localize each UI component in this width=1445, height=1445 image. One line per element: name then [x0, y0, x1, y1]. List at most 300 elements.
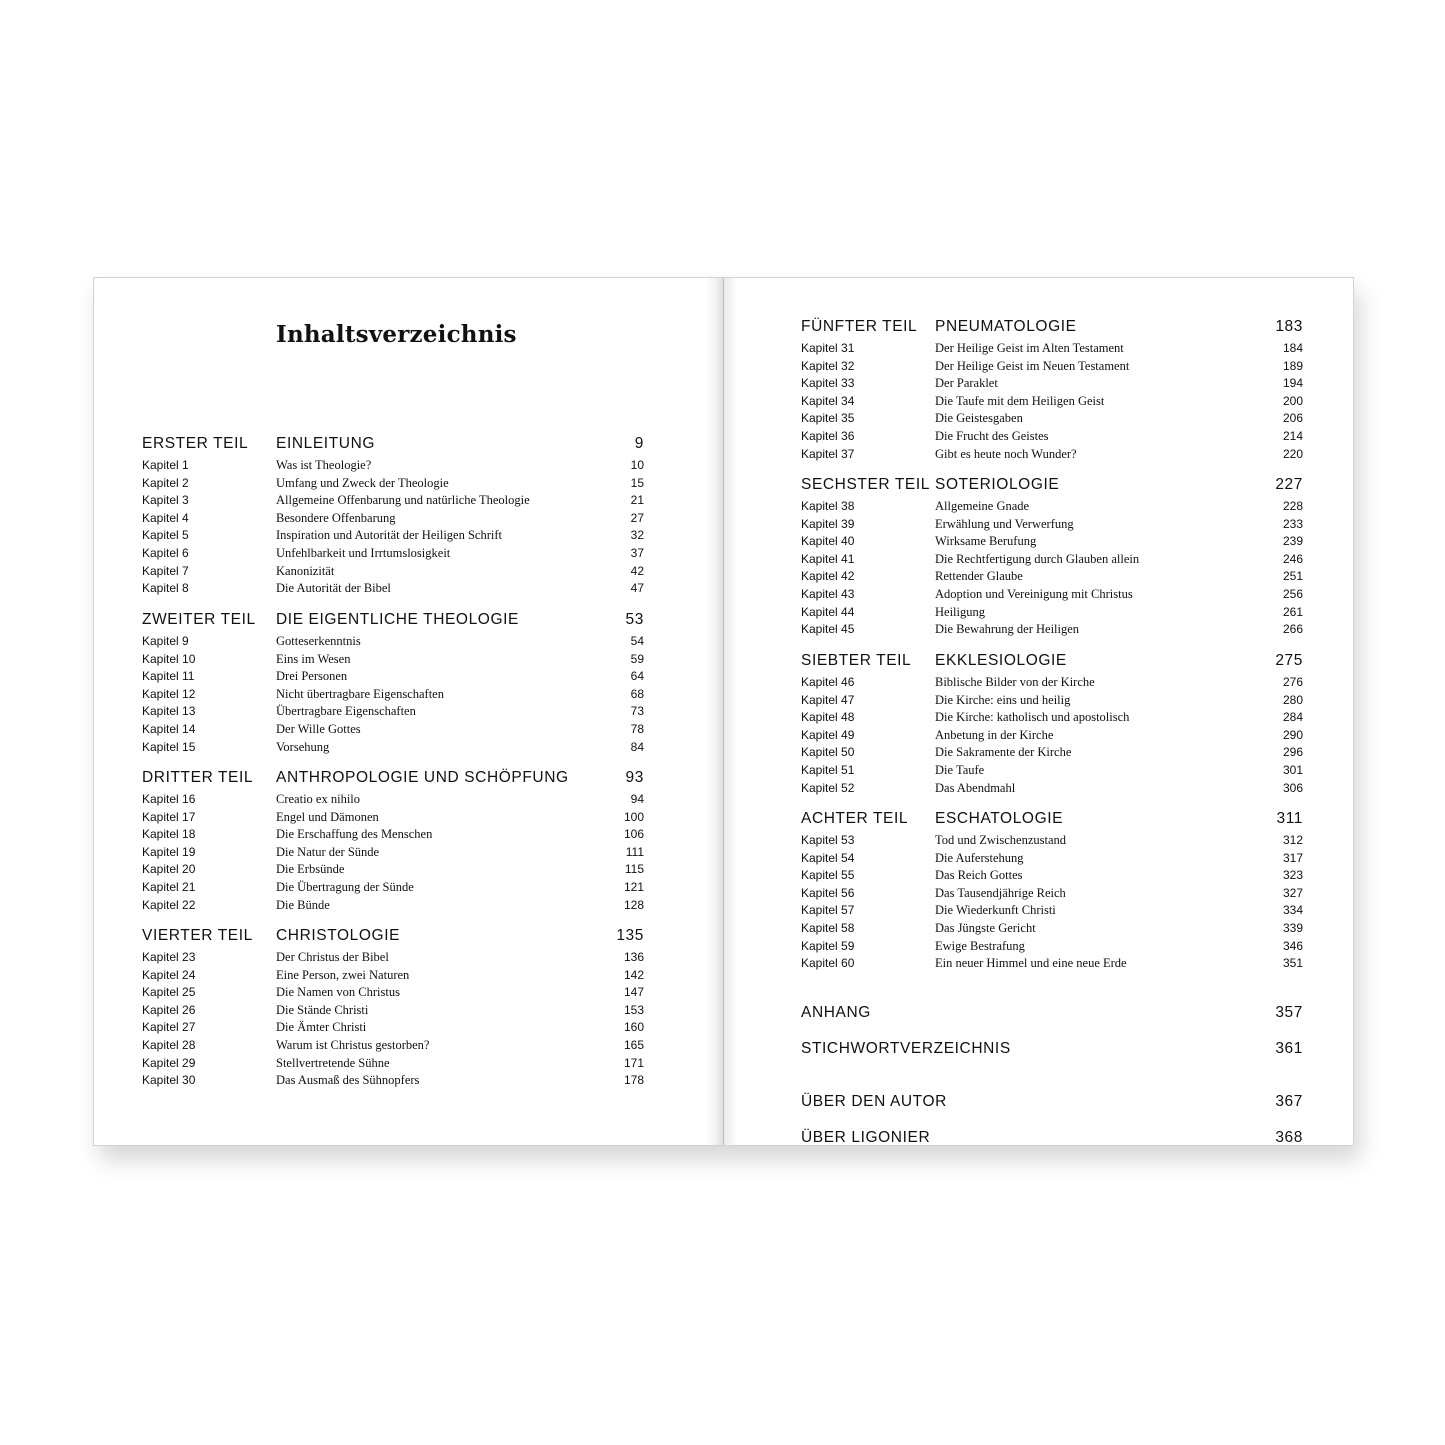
chapter-label: Kapitel 46: [801, 675, 855, 689]
chapter-row: [142, 984, 644, 1002]
chapter-label: Kapitel 21: [142, 879, 196, 894]
chapter-label: Kapitel 56: [801, 885, 855, 900]
chapter-title: Ein neuer Himmel und eine neue Erde: [935, 956, 1127, 971]
chapter-label: Kapitel 5: [142, 528, 189, 543]
chapter-list: [801, 674, 1303, 797]
chapter-row: [801, 498, 1303, 516]
chapter-label: Kapitel 23: [142, 950, 196, 964]
toc-part: [801, 652, 1303, 797]
chapter-title: Die Bünde: [276, 897, 330, 912]
part-heading: [142, 435, 644, 457]
chapter-row: [801, 604, 1303, 622]
chapter-label: Kapitel 60: [801, 956, 855, 971]
chapter-label: Kapitel 41: [801, 551, 855, 566]
chapter-row: [142, 633, 644, 651]
chapter-page-number: 32: [630, 528, 644, 543]
chapter-row: [801, 516, 1303, 534]
chapter-row: [801, 410, 1303, 428]
chapter-label: Kapitel 49: [801, 727, 855, 742]
chapter-title: Die Bewahrung der Heiligen: [935, 622, 1080, 637]
chapter-title: Wirksame Berufung: [935, 534, 1037, 549]
toc-title: Inhaltsverzeichnis: [276, 321, 517, 348]
chapter-label: Kapitel 59: [801, 938, 855, 953]
chapter-label: Kapitel 52: [801, 780, 855, 795]
chapter-page-number: 136: [623, 950, 644, 964]
chapter-row: [801, 533, 1303, 551]
chapter-title: Rettender Glaube: [935, 569, 1023, 584]
part-label: SIEBTER TEIL: [801, 652, 912, 669]
chapter-title: Das Reich Gottes: [935, 868, 1023, 883]
chapter-label: Kapitel 31: [801, 341, 855, 355]
chapter-title: Die Rechtfertigung durch Glauben allein: [935, 551, 1140, 566]
part-heading: [801, 476, 1303, 498]
chapter-title: Die Geistesgaben: [935, 411, 1023, 426]
part-label: SECHSTER TEIL: [801, 476, 930, 493]
part-page-number: 275: [1275, 652, 1303, 669]
chapter-title: Der Heilige Geist im Alten Testament: [935, 341, 1124, 355]
chapter-label: Kapitel 30: [142, 1073, 196, 1088]
chapter-row: [142, 651, 644, 669]
chapter-page-number: 27: [630, 510, 644, 525]
chapter-label: Kapitel 33: [801, 376, 855, 391]
chapter-row: [142, 1072, 644, 1090]
chapter-label: Kapitel 12: [142, 686, 196, 701]
chapter-page-number: 239: [1282, 534, 1303, 549]
chapter-title: Was ist Theologie?: [276, 458, 372, 472]
chapter-label: Kapitel 53: [801, 833, 855, 847]
chapter-row: [142, 879, 644, 897]
part-title: EINLEITUNG: [276, 435, 376, 452]
chapter-title: Die Namen von Christus: [276, 985, 400, 1000]
chapter-row: [142, 545, 644, 563]
chapter-page-number: 296: [1282, 745, 1303, 760]
chapter-row: [801, 955, 1303, 973]
toc-part: [142, 611, 644, 756]
spine-shadow-left: [706, 278, 723, 1145]
part-heading: [801, 318, 1303, 340]
chapter-label: Kapitel 35: [801, 411, 855, 426]
chapter-page-number: 68: [630, 686, 644, 701]
chapter-page-number: 184: [1282, 341, 1303, 355]
appendix-page-number: 357: [1275, 1004, 1303, 1021]
part-label: VIERTER TEIL: [142, 927, 253, 944]
chapter-label: Kapitel 4: [142, 510, 189, 525]
toc-part: [801, 476, 1303, 639]
chapter-title: Kanonizität: [276, 563, 335, 578]
chapter-title: Die Auferstehung: [935, 850, 1024, 865]
chapter-title: Engel und Dämonen: [276, 809, 379, 824]
chapter-list: [142, 791, 644, 914]
part-title: ANTHROPOLOGIE UND SCHÖPFUNG: [276, 769, 569, 786]
chapter-page-number: 228: [1282, 499, 1303, 513]
chapter-page-number: 206: [1282, 411, 1303, 426]
chapter-label: Kapitel 16: [142, 792, 196, 806]
part-page-number: 311: [1276, 810, 1303, 827]
chapter-label: Kapitel 37: [801, 446, 855, 461]
part-title: ESCHATOLOGIE: [935, 810, 1064, 827]
chapter-title: Die Sakramente der Kirche: [935, 745, 1072, 760]
chapter-label: Kapitel 14: [142, 721, 196, 736]
chapter-row: [801, 938, 1303, 956]
chapter-title: Stellvertretende Sühne: [276, 1055, 390, 1070]
chapter-page-number: 10: [630, 458, 644, 472]
chapter-page-number: 47: [630, 581, 644, 596]
chapter-page-number: 153: [623, 1002, 644, 1017]
chapter-page-number: 42: [630, 563, 644, 578]
chapter-label: Kapitel 25: [142, 985, 196, 1000]
chapter-page-number: 15: [630, 475, 644, 490]
chapter-row: [142, 475, 644, 493]
chapter-label: Kapitel 48: [801, 710, 855, 725]
chapter-row: [801, 902, 1303, 920]
chapter-list: [142, 949, 644, 1090]
chapter-title: Die Taufe: [935, 762, 985, 777]
chapter-title: Heiligung: [935, 604, 985, 619]
part-heading: [801, 652, 1303, 674]
chapter-label: Kapitel 1: [142, 458, 189, 472]
chapter-list: [142, 633, 644, 756]
chapter-label: Kapitel 38: [801, 499, 855, 513]
chapter-row: [801, 586, 1303, 604]
chapter-page-number: 54: [630, 634, 644, 648]
chapter-label: Kapitel 26: [142, 1002, 196, 1017]
chapter-page-number: 246: [1282, 551, 1303, 566]
spine-shadow-right: [724, 278, 738, 1145]
chapter-page-number: 346: [1282, 938, 1303, 953]
chapter-label: Kapitel 32: [801, 358, 855, 373]
chapter-title: Drei Personen: [276, 669, 348, 684]
chapter-row: [801, 674, 1303, 692]
chapter-list: [801, 340, 1303, 463]
chapter-title: Die Stände Christi: [276, 1002, 369, 1017]
chapter-row: [801, 358, 1303, 376]
chapter-page-number: 189: [1282, 358, 1303, 373]
chapter-row: [801, 832, 1303, 850]
chapter-page-number: 100: [623, 809, 644, 824]
chapter-label: Kapitel 22: [142, 897, 196, 912]
chapter-title: Der Wille Gottes: [276, 721, 361, 736]
chapter-title: Der Heilige Geist im Neuen Testament: [935, 358, 1130, 373]
chapter-page-number: 178: [623, 1073, 644, 1088]
chapter-label: Kapitel 8: [142, 581, 189, 596]
chapter-page-number: 284: [1282, 710, 1303, 725]
chapter-page-number: 256: [1282, 586, 1303, 601]
chapter-title: Die Erbsünde: [276, 862, 345, 877]
part-label: DRITTER TEIL: [142, 769, 254, 786]
appendix-row: [801, 1093, 1303, 1111]
chapter-page-number: 64: [630, 669, 644, 684]
chapter-label: Kapitel 27: [142, 1020, 196, 1035]
chapter-title: Die Ämter Christi: [276, 1020, 367, 1035]
appendix-row: [801, 1129, 1303, 1147]
chapter-label: Kapitel 34: [801, 393, 855, 408]
chapter-title: Der Paraklet: [935, 376, 998, 391]
part-title: SOTERIOLOGIE: [935, 476, 1060, 493]
chapter-row: [142, 1037, 644, 1055]
chapter-label: Kapitel 40: [801, 534, 855, 549]
chapter-label: Kapitel 24: [142, 967, 196, 982]
chapter-title: Die Erschaffung des Menschen: [276, 827, 433, 842]
chapter-row: [142, 457, 644, 475]
chapter-row: [801, 709, 1303, 727]
chapter-row: [801, 867, 1303, 885]
chapter-title: Eins im Wesen: [276, 651, 351, 666]
chapter-title: Die Frucht des Geistes: [935, 428, 1049, 443]
part-page-number: 183: [1275, 318, 1303, 335]
chapter-page-number: 128: [623, 897, 644, 912]
part-heading: [142, 611, 644, 633]
appendix-label: ÜBER DEN AUTOR: [801, 1093, 947, 1110]
chapter-page-number: 171: [623, 1055, 644, 1070]
chapter-row: [142, 668, 644, 686]
chapter-page-number: 194: [1282, 376, 1303, 391]
appendix-row: [801, 1040, 1303, 1058]
chapter-row: [142, 809, 644, 827]
part-page-number: 135: [616, 927, 644, 944]
chapter-row: [801, 885, 1303, 903]
chapter-title: Das Ausmaß des Sühnopfers: [276, 1073, 420, 1088]
chapter-label: Kapitel 47: [801, 692, 855, 707]
chapter-row: [801, 340, 1303, 358]
chapter-label: Kapitel 51: [801, 762, 855, 777]
appendix-page-number: 361: [1275, 1039, 1303, 1057]
left-page: [142, 278, 644, 1145]
appendix-label: ÜBER LIGONIER: [801, 1128, 931, 1146]
chapter-page-number: 323: [1282, 868, 1303, 883]
chapter-title: Warum ist Christus gestorben?: [276, 1037, 430, 1052]
chapter-title: Biblische Bilder von der Kirche: [935, 675, 1095, 689]
chapter-title: Erwählung und Verwerfung: [935, 516, 1074, 531]
chapter-label: Kapitel 55: [801, 868, 855, 883]
chapter-page-number: 142: [623, 967, 644, 982]
toc-part: [142, 435, 644, 598]
chapter-label: Kapitel 17: [142, 809, 196, 824]
chapter-page-number: 73: [630, 704, 644, 719]
chapter-title: Das Jüngste Gericht: [935, 920, 1036, 935]
chapter-page-number: 94: [630, 792, 644, 806]
chapter-row: [801, 762, 1303, 780]
chapter-row: [801, 692, 1303, 710]
chapter-label: Kapitel 54: [801, 850, 855, 865]
chapter-page-number: 165: [623, 1037, 644, 1052]
chapter-page-number: 261: [1282, 604, 1303, 619]
chapter-page-number: 251: [1282, 569, 1303, 584]
chapter-page-number: 121: [623, 879, 644, 894]
chapter-page-number: 214: [1282, 428, 1303, 443]
chapter-label: Kapitel 7: [142, 563, 189, 578]
chapter-row: [801, 568, 1303, 586]
chapter-title: Die Wiederkunft Christi: [935, 903, 1056, 918]
chapter-title: Die Kirche: eins und heilig: [935, 692, 1071, 707]
chapter-row: [801, 621, 1303, 639]
part-page-number: 227: [1275, 476, 1303, 493]
chapter-label: Kapitel 57: [801, 903, 855, 918]
part-title: EKKLESIOLOGIE: [935, 652, 1067, 669]
part-page-number: 53: [625, 611, 644, 628]
chapter-page-number: 78: [630, 721, 644, 736]
chapter-title: Creatio ex nihilo: [276, 792, 361, 806]
chapter-row: [142, 897, 644, 915]
chapter-page-number: 312: [1282, 833, 1303, 847]
chapter-label: Kapitel 19: [142, 844, 196, 859]
chapter-label: Kapitel 45: [801, 622, 855, 637]
appendix-label: ANHANG: [801, 1004, 871, 1021]
chapter-label: Kapitel 50: [801, 745, 855, 760]
chapter-page-number: 84: [630, 739, 644, 754]
chapter-title: Nicht übertragbare Eigenschaften: [276, 686, 444, 701]
chapter-title: Besondere Offenbarung: [276, 510, 396, 525]
chapter-label: Kapitel 29: [142, 1055, 196, 1070]
chapter-row: [142, 1055, 644, 1073]
chapter-page-number: 301: [1282, 762, 1303, 777]
part-title: PNEUMATOLOGIE: [935, 318, 1077, 335]
chapter-page-number: 233: [1282, 516, 1303, 531]
chapter-page-number: 317: [1282, 850, 1303, 865]
part-page-number: 9: [634, 435, 644, 452]
chapter-title: Unfehlbarkeit und Irrtumslosigkeit: [276, 545, 451, 560]
chapter-title: Vorsehung: [276, 739, 330, 754]
part-heading: [142, 927, 644, 949]
part-label: ERSTER TEIL: [142, 435, 249, 452]
part-title: CHRISTOLOGIE: [276, 927, 401, 944]
chapter-row: [801, 780, 1303, 798]
chapter-page-number: 37: [630, 545, 644, 560]
chapter-title: Die Autorität der Bibel: [276, 581, 391, 596]
chapter-label: Kapitel 39: [801, 516, 855, 531]
chapter-title: Ewige Bestrafung: [935, 938, 1025, 953]
chapter-row: [142, 949, 644, 967]
chapter-label: Kapitel 18: [142, 827, 196, 842]
chapter-title: Inspiration und Autorität der Heiligen Schrift: [276, 528, 502, 543]
appendix-label: STICHWORTVERZEICHNIS: [801, 1039, 1011, 1057]
chapter-label: Kapitel 3: [142, 493, 189, 508]
chapter-title: Eine Person, zwei Naturen: [276, 967, 410, 982]
chapter-row: [142, 967, 644, 985]
chapter-page-number: 160: [623, 1020, 644, 1035]
appendix-page-number: 367: [1275, 1093, 1303, 1110]
chapter-list: [801, 832, 1303, 973]
chapter-page-number: 276: [1282, 675, 1303, 689]
chapter-label: Kapitel 9: [142, 634, 189, 648]
chapter-row: [142, 580, 644, 598]
chapter-title: Allgemeine Gnade: [935, 499, 1030, 513]
chapter-page-number: 115: [624, 862, 644, 877]
book-spread: [93, 277, 1354, 1146]
right-page: [801, 278, 1303, 1145]
toc-part: [142, 769, 644, 914]
part-label: ZWEITER TEIL: [142, 611, 256, 628]
chapter-row: [801, 375, 1303, 393]
chapter-row: [801, 744, 1303, 762]
chapter-row: [801, 446, 1303, 464]
chapter-row: [142, 703, 644, 721]
chapter-title: Adoption und Vereinigung mit Christus: [935, 586, 1133, 601]
chapter-label: Kapitel 10: [142, 651, 196, 666]
chapter-row: [801, 850, 1303, 868]
chapter-title: Gibt es heute noch Wunder?: [935, 446, 1077, 461]
chapter-row: [142, 686, 644, 704]
chapter-page-number: 21: [630, 493, 644, 508]
chapter-title: Tod und Zwischenzustand: [935, 833, 1067, 847]
chapter-label: Kapitel 58: [801, 920, 855, 935]
chapter-row: [142, 844, 644, 862]
chapter-label: Kapitel 43: [801, 586, 855, 601]
chapter-row: [142, 1002, 644, 1020]
chapter-page-number: 306: [1282, 780, 1303, 795]
chapter-label: Kapitel 42: [801, 569, 855, 584]
chapter-label: Kapitel 28: [142, 1037, 196, 1052]
chapter-page-number: 106: [623, 827, 644, 842]
chapter-row: [142, 826, 644, 844]
chapter-title: Umfang und Zweck der Theologie: [276, 475, 449, 490]
chapter-page-number: 339: [1282, 920, 1303, 935]
chapter-label: Kapitel 20: [142, 862, 196, 877]
chapter-row: [801, 428, 1303, 446]
chapter-title: Übertragbare Eigenschaften: [276, 704, 416, 719]
chapter-title: Allgemeine Offenbarung und natürliche Theologie: [276, 493, 530, 508]
chapter-label: Kapitel 36: [801, 428, 855, 443]
chapter-row: [142, 791, 644, 809]
chapter-label: Kapitel 13: [142, 704, 196, 719]
chapter-row: [801, 393, 1303, 411]
chapter-page-number: 334: [1282, 903, 1303, 918]
part-title: DIE EIGENTLICHE THEOLOGIE: [276, 611, 519, 628]
chapter-row: [801, 727, 1303, 745]
chapter-row: [142, 861, 644, 879]
chapter-page-number: 280: [1282, 692, 1303, 707]
part-label: ACHTER TEIL: [801, 810, 909, 827]
part-heading: [142, 769, 644, 791]
chapter-title: Gotteserkenntnis: [276, 634, 361, 648]
chapter-page-number: 220: [1282, 446, 1303, 461]
chapter-row: [142, 739, 644, 757]
chapter-label: Kapitel 44: [801, 604, 855, 619]
toc-part: [142, 927, 644, 1090]
chapter-page-number: 290: [1282, 727, 1303, 742]
chapter-title: Der Christus der Bibel: [276, 950, 389, 964]
chapter-page-number: 111: [625, 844, 644, 859]
chapter-title: Die Kirche: katholisch und apostolisch: [935, 710, 1130, 725]
chapter-title: Anbetung in der Kirche: [935, 727, 1054, 742]
chapter-list: [801, 498, 1303, 639]
chapter-page-number: 327: [1282, 885, 1303, 900]
appendix-row: [801, 1004, 1303, 1022]
chapter-title: Die Natur der Sünde: [276, 844, 380, 859]
chapter-row: [801, 551, 1303, 569]
chapter-title: Die Übertragung der Sünde: [276, 879, 414, 894]
chapter-page-number: 200: [1282, 393, 1303, 408]
chapter-row: [142, 1019, 644, 1037]
part-page-number: 93: [625, 769, 644, 786]
chapter-title: Das Tausendjährige Reich: [935, 885, 1066, 900]
chapter-page-number: 59: [630, 651, 644, 666]
part-label: FÜNFTER TEIL: [801, 318, 918, 335]
toc-part: [801, 810, 1303, 973]
appendix-page-number: 368: [1275, 1128, 1303, 1146]
chapter-row: [142, 510, 644, 528]
chapter-label: Kapitel 11: [142, 669, 195, 684]
chapter-list: [142, 457, 644, 598]
chapter-page-number: 147: [623, 985, 644, 1000]
chapter-row: [142, 721, 644, 739]
chapter-label: Kapitel 15: [142, 739, 196, 754]
part-heading: [801, 810, 1303, 832]
chapter-row: [142, 563, 644, 581]
chapter-label: Kapitel 2: [142, 475, 189, 490]
toc-part: [801, 318, 1303, 463]
chapter-title: Die Taufe mit dem Heiligen Geist: [935, 393, 1105, 408]
chapter-label: Kapitel 6: [142, 545, 189, 560]
